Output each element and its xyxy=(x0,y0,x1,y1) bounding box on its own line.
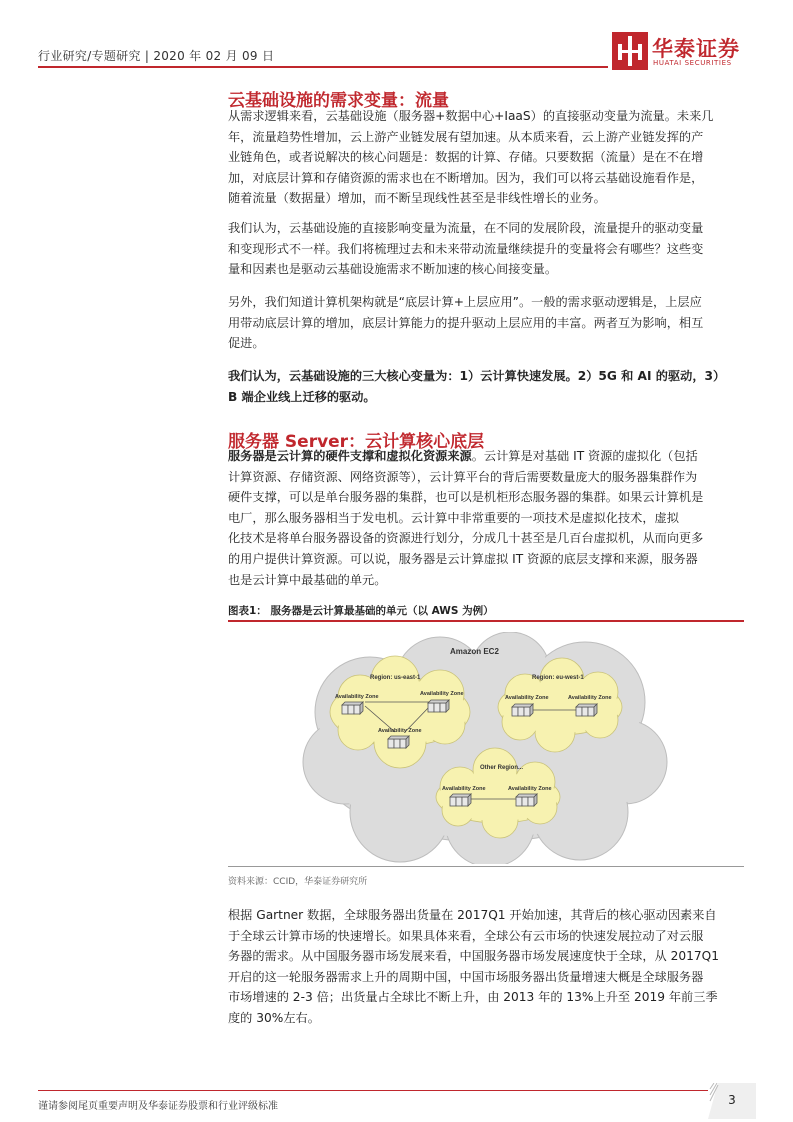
logo-english-name: HUATAI SECURITIES xyxy=(653,59,732,67)
region-label: Region: us-east-1 xyxy=(370,675,421,681)
region-label: Region: eu-west-1 xyxy=(532,675,584,681)
server-cluster-icon xyxy=(450,794,471,806)
paragraph-demand-logic xyxy=(228,106,744,209)
text-line: 业链角色，或者说解决的核心问题是：数据的计算、存储。只要数据（流量）是在不在增 xyxy=(228,150,704,165)
logo-chinese-name: 华泰证券 xyxy=(652,37,740,61)
figure-top-rule xyxy=(228,620,744,622)
page-number: 3 xyxy=(728,1093,736,1107)
text-line: 年，流量趋势性增加，云上游产业链发展有望加速。从本质来看，云上游产业链发挥的产 xyxy=(228,129,704,144)
text-line: 量和因素也是驱动云基础设施需求不断加速的核心间接变量。 xyxy=(228,262,558,277)
paragraph-core-variables xyxy=(228,366,744,407)
text-line: 我们认为，云基础设施的直接影响变量为流量，在不同的发展阶段，流量提升的驱动变量 xyxy=(228,221,704,235)
region-label: Other Region... xyxy=(480,765,524,771)
huatai-logo xyxy=(612,32,752,72)
text-line: 根据 Gartner 数据，全球服务器出货量在 2017Q1 开始加速，其背后的核心驱动因素来自 xyxy=(228,908,717,922)
paragraph-server-role xyxy=(228,446,744,590)
text-line: 务器的需求。从中国服务器市场发展来看，中国服务器市场发展速度快于全球，从 2017Q1 xyxy=(228,949,719,964)
text-line: 市场增速的 2-3 倍；出货量占全球比不断上升，由 2013 年的 13%上升至 2019 年前三季 xyxy=(228,990,718,1005)
text-line: 随着流量（数据量）增加，而不断呈现线性甚至是非线性增长的业务。 xyxy=(228,191,606,206)
text-line xyxy=(228,446,744,467)
figure-title: 图表1： 服务器是云计算最基础的单元（以 AWS 为例） xyxy=(228,605,494,617)
figure-bottom-rule xyxy=(228,866,744,867)
text-line: 的用户提供计算资源。可以说，服务器是云计算虚拟 IT 资源的底层支撑和来源，服务器 xyxy=(228,551,698,566)
section-heading-server: 服务器 Server：云计算核心底层 xyxy=(228,432,485,452)
server-cluster-icon xyxy=(576,704,597,716)
text-line: 和变现形式不一样。我们将梳理过去和未来带动流量继续提升的变量将会有哪些？这些变 xyxy=(228,241,704,256)
text-line: 促进。 xyxy=(228,336,265,351)
text-line: 我们认为，云基础设施的三大核心变量为：1）云计算快速发展。2）5G 和 AI 的驱动，3） xyxy=(228,369,726,383)
figure-source: 资料来源：CCID，华泰证券研究所 xyxy=(228,877,368,887)
header-divider xyxy=(38,66,608,68)
server-cluster-icon xyxy=(512,704,533,716)
server-cluster-icon xyxy=(516,794,537,806)
text-line: 电厂，那么服务器相当于发电机。云计算中非常重要的一项技术是虚拟化技术，虚拟 xyxy=(228,510,679,525)
text-line: 从需求逻辑来看，云基础设施（服务器+数据中心+IaaS）的直接驱动变量为流量。未来几 xyxy=(228,109,714,123)
availability-zone-label: Availability Zone xyxy=(420,691,464,697)
logo-emblem-icon xyxy=(612,32,648,70)
availability-zone-label: Availability Zone xyxy=(505,695,549,701)
text-line: 度的 30%左右。 xyxy=(228,1010,320,1025)
availability-zone-label: Availability Zone xyxy=(335,694,379,700)
availability-zone-label: Availability Zone xyxy=(378,728,422,734)
paragraph-architecture xyxy=(228,292,744,354)
availability-zone-label: Availability Zone xyxy=(442,786,486,792)
lead-continuation: 。云计算是对基础 IT 资源的虚拟化（包括 xyxy=(471,449,698,463)
footer-divider xyxy=(38,1090,708,1091)
server-cluster-icon xyxy=(428,700,449,712)
report-header: 行业研究/专题研究 | 2020 年 02 月 09 日 xyxy=(38,49,275,63)
text-line: 开启的这一轮服务器需求上升的周期中国，中国市场服务器出货量增速大概是全球服务器 xyxy=(228,969,704,984)
page-number-badge xyxy=(708,1083,756,1119)
text-line: 加，对底层计算和存储资源的需求也在不断增加。因为，我们可以将云基础设施看作是， xyxy=(228,170,704,185)
text-line: 另外，我们知道计算机架构就是“底层计算+上层应用”。一般的需求驱动逻辑是，上层应 xyxy=(228,295,702,309)
server-cluster-icon xyxy=(388,736,409,748)
aws-ec2-diagram xyxy=(300,632,670,864)
availability-zone-label: Availability Zone xyxy=(568,695,612,701)
amazon-ec2-label: Amazon EC2 xyxy=(450,647,499,656)
paragraph-gartner-data xyxy=(228,905,744,1029)
text-line: 也是云计算中最基础的单元。 xyxy=(228,572,387,587)
text-line: 硬件支撑，可以是单台服务器的集群，也可以是机柜形态服务器的集群。如果云计算机是 xyxy=(228,490,704,505)
text-line: 计算资源、存储资源、网络资源等），云计算平台的背后需要数量庞大的服务器集群作为 xyxy=(228,469,698,484)
server-cluster-icon xyxy=(342,702,363,714)
bold-lead-sentence: 服务器是云计算的硬件支撑和虚拟化资源来源 xyxy=(228,449,472,463)
text-line: 于全球云计算市场的快速增长。如果具体来看，全球公有云市场的快速发展拉动了对云服 xyxy=(228,928,704,943)
section-heading-traffic: 云基础设施的需求变量：流量 xyxy=(228,91,449,111)
text-line: 用带动底层计算的增加，底层计算能力的提升驱动上层应用的丰富。两者互为影响，相互 xyxy=(228,315,704,330)
paragraph-traffic-drivers xyxy=(228,218,744,280)
text-line: B 端企业线上迁移的驱动。 xyxy=(228,389,376,404)
text-line: 化技术是将单台服务器设备的资源进行划分，分成几十甚至是几百台虚拟机，从而向更多 xyxy=(228,531,704,546)
footer-disclaimer: 谨请参阅尾页重要声明及华泰证券股票和行业评级标准 xyxy=(38,1101,278,1112)
availability-zone-label: Availability Zone xyxy=(508,786,552,792)
